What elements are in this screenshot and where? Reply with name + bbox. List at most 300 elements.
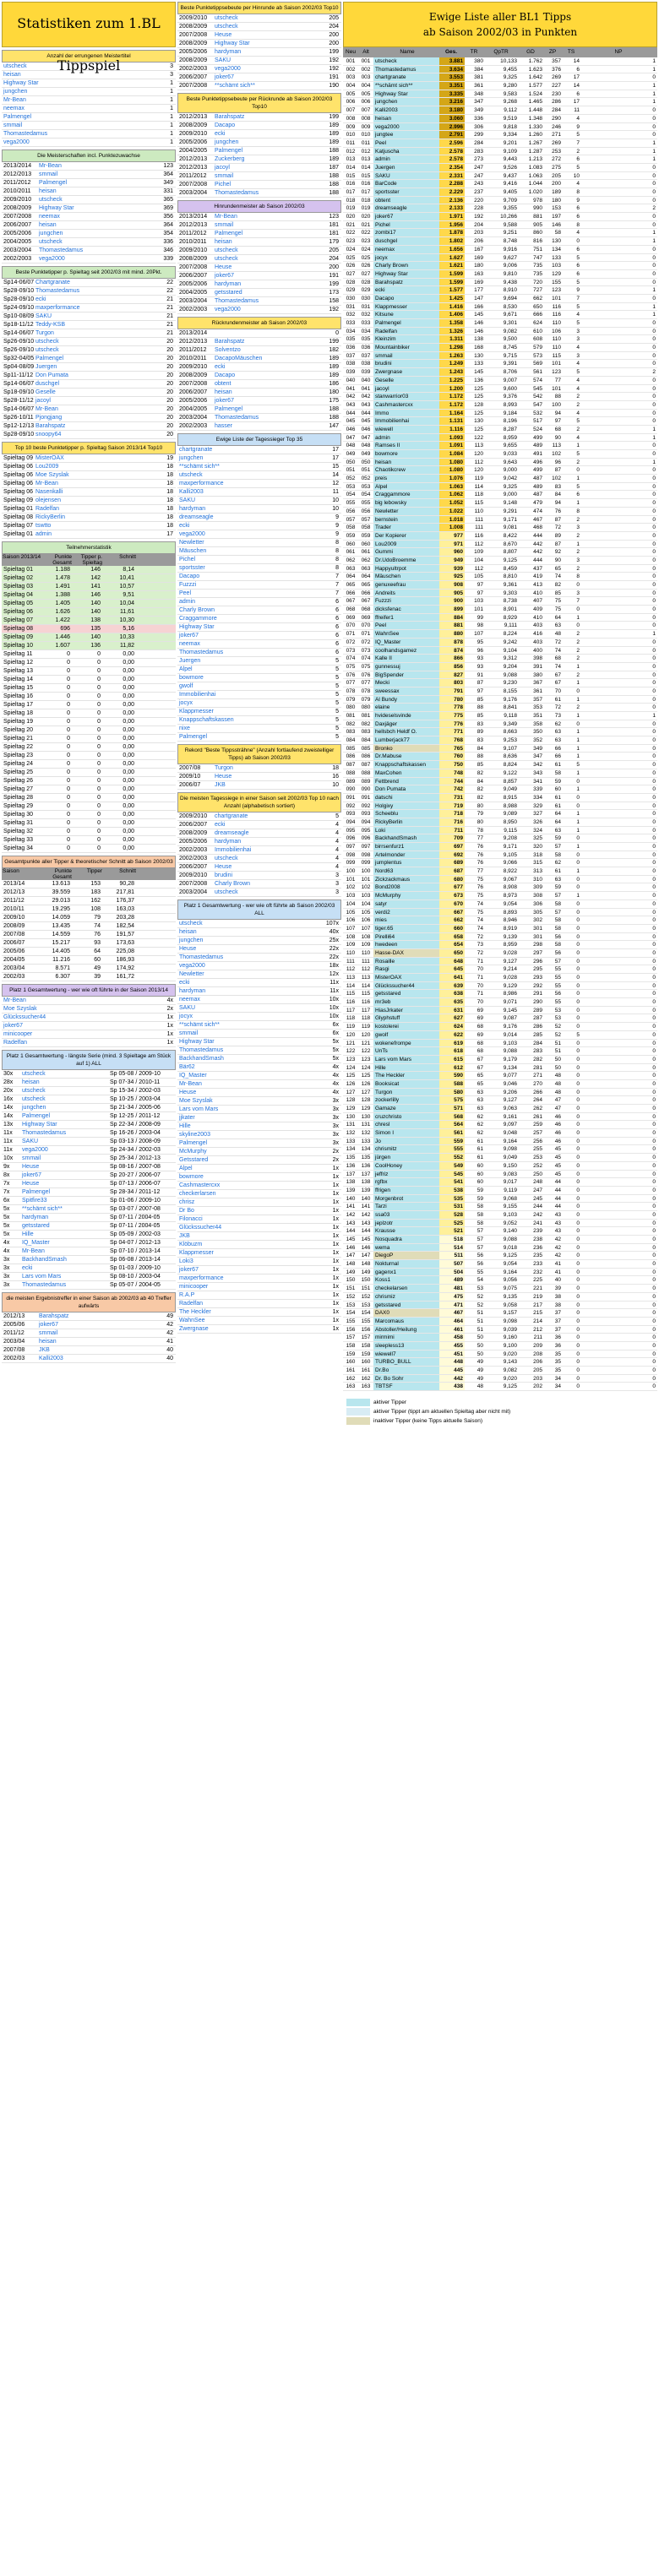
- tipper-link[interactable]: Juergen: [179, 658, 201, 664]
- tipper-link[interactable]: joker67: [373, 213, 439, 220]
- tipper-link[interactable]: Mecki: [373, 679, 439, 687]
- tipper-link[interactable]: Zuckerberg: [215, 156, 245, 162]
- tipper-link[interactable]: Highway Star: [179, 1039, 215, 1045]
- tipper-link[interactable]: Bär62: [179, 1064, 195, 1070]
- tipper-link[interactable]: Klappmesser: [179, 1250, 214, 1256]
- tipper-link[interactable]: Barahspatz: [215, 339, 245, 345]
- tipper-link[interactable]: olejensen: [35, 497, 61, 503]
- tipper-link[interactable]: MisterOAX: [373, 974, 439, 981]
- tipper-link[interactable]: hardyman: [215, 839, 242, 845]
- tipper-link[interactable]: Highway Star: [39, 205, 74, 211]
- tipper-link[interactable]: Loki3: [179, 1258, 193, 1264]
- tipper-link[interactable]: getsstared: [373, 990, 439, 997]
- tipper-link[interactable]: bowmore: [179, 675, 204, 681]
- col-header-alt[interactable]: Alt: [362, 49, 369, 55]
- tipper-link[interactable]: bowmore: [373, 450, 439, 458]
- tipper-link[interactable]: Bond2008: [373, 883, 439, 891]
- tipper-link[interactable]: BackhandSmash: [179, 1056, 224, 1062]
- col-header-qptr[interactable]: QpTR: [493, 49, 509, 55]
- tipper-link[interactable]: dreamseagle: [215, 830, 249, 836]
- tipper-link[interactable]: chartgranate: [373, 73, 439, 81]
- tipper-link[interactable]: BigSpender: [373, 671, 439, 679]
- tipper-link[interactable]: Kitsune: [373, 311, 439, 318]
- tipper-link[interactable]: McMurphy: [373, 892, 439, 899]
- tipper-link[interactable]: utscheck: [3, 63, 27, 69]
- tipper-link[interactable]: Nasenkalli: [35, 489, 63, 495]
- tipper-link[interactable]: Kalli2003: [373, 106, 439, 114]
- tipper-link[interactable]: **schämt sich**: [215, 83, 255, 89]
- tipper-link[interactable]: zockerlilly: [373, 1096, 439, 1104]
- col-header-ts[interactable]: TS: [567, 49, 575, 55]
- tipper-link[interactable]: SAKU: [215, 57, 231, 63]
- tipper-link[interactable]: Mountainbiker: [373, 344, 439, 351]
- tipper-link[interactable]: Immo: [373, 410, 439, 417]
- tipper-link[interactable]: Peel: [373, 139, 439, 147]
- tipper-link[interactable]: Mäuschen: [179, 548, 207, 554]
- tipper-link[interactable]: Geselle: [373, 377, 439, 384]
- tipper-link[interactable]: gwolf: [373, 1031, 439, 1039]
- tipper-link[interactable]: Palmengel: [35, 356, 64, 361]
- tipper-link[interactable]: checkelarsen: [373, 1285, 439, 1292]
- tipper-link[interactable]: vega2000: [3, 139, 30, 145]
- tipper-link[interactable]: Heuse: [215, 264, 232, 270]
- tipper-link[interactable]: sportsster: [373, 188, 439, 196]
- tipper-link[interactable]: Hille: [373, 1064, 439, 1072]
- tipper-link[interactable]: MaxCohen: [373, 769, 439, 777]
- tipper-link[interactable]: Kalli2003: [39, 1356, 63, 1361]
- tipper-link[interactable]: Craggammore: [373, 491, 439, 498]
- tipper-link[interactable]: cruzchristo: [373, 1113, 439, 1121]
- tipper-link[interactable]: HiasJrkater: [373, 1007, 439, 1014]
- tipper-link[interactable]: smmail: [39, 171, 58, 177]
- tipper-link[interactable]: heisan: [373, 459, 439, 466]
- tipper-link[interactable]: jungchen: [39, 231, 63, 236]
- tipper-link[interactable]: satyr: [373, 900, 439, 908]
- tipper-link[interactable]: jocyx: [373, 254, 439, 262]
- tipper-link[interactable]: utscheck: [215, 15, 238, 21]
- tipper-link[interactable]: JKB: [215, 782, 226, 788]
- tipper-link[interactable]: Immobilienhai: [215, 847, 252, 853]
- tipper-link[interactable]: smmail: [373, 352, 439, 360]
- tipper-link[interactable]: mies: [373, 916, 439, 924]
- tipper-link[interactable]: ecki: [179, 523, 190, 529]
- tipper-link[interactable]: CoolHoney: [373, 1162, 439, 1170]
- tipper-link[interactable]: utscheck: [179, 921, 203, 927]
- tipper-link[interactable]: duschgel: [35, 381, 60, 387]
- tipper-link[interactable]: utscheck: [35, 339, 59, 345]
- tipper-link[interactable]: Moe Szyslak: [179, 1098, 213, 1104]
- tipper-link[interactable]: checkerlarsen: [179, 1191, 216, 1197]
- tipper-link[interactable]: Chaotikcrew: [373, 466, 439, 474]
- tipper-link[interactable]: gagenx1: [373, 1269, 439, 1276]
- tipper-link[interactable]: Fuzzzi: [179, 582, 197, 588]
- tipper-link[interactable]: Dacapo: [373, 295, 439, 302]
- tipper-link[interactable]: sportsster: [179, 565, 205, 571]
- tipper-link[interactable]: bernstein: [373, 516, 439, 524]
- tipper-link[interactable]: Thomastedamus: [22, 1282, 67, 1288]
- tipper-link[interactable]: tswtto: [35, 523, 52, 529]
- tipper-link[interactable]: mirmimi: [373, 1334, 439, 1341]
- tipper-link[interactable]: ecki: [215, 131, 226, 137]
- tipper-link[interactable]: Simon I: [373, 1129, 439, 1137]
- tipper-link[interactable]: Kalle II: [373, 655, 439, 662]
- tipper-link[interactable]: TBTSF: [373, 1383, 439, 1390]
- tipper-link[interactable]: heisan: [39, 222, 57, 228]
- tipper-link[interactable]: Mr-Bean: [179, 1081, 202, 1087]
- tipper-link[interactable]: Fettbrend: [373, 778, 439, 785]
- tipper-link[interactable]: Lars vom Mars: [22, 1274, 62, 1280]
- tipper-link[interactable]: verdi2: [373, 909, 439, 916]
- tipper-link[interactable]: Alpel: [373, 483, 439, 491]
- tipper-link[interactable]: Der Kopierer: [373, 532, 439, 540]
- tipper-link[interactable]: Mr-Bean: [3, 997, 26, 1003]
- col-header-gd[interactable]: GD: [526, 49, 535, 55]
- tipper-link[interactable]: DAX0: [373, 1309, 439, 1317]
- tipper-link[interactable]: Thomastedamus: [215, 298, 259, 304]
- tipper-link[interactable]: jungchen: [215, 139, 239, 145]
- tipper-link[interactable]: Immobilienhai: [179, 692, 216, 698]
- tipper-link[interactable]: ecki: [215, 822, 226, 828]
- tipper-link[interactable]: Booksicat: [373, 1080, 439, 1088]
- tipper-link[interactable]: utscheck: [39, 197, 63, 203]
- tipper-link[interactable]: The Heckler: [373, 1072, 439, 1079]
- tipper-link[interactable]: Solventzo: [215, 347, 241, 353]
- tipper-link[interactable]: brudini: [215, 872, 233, 878]
- tipper-link[interactable]: joker67: [215, 74, 234, 80]
- tipper-link[interactable]: minicooper: [3, 1031, 33, 1037]
- tipper-link[interactable]: jocyx: [179, 700, 193, 706]
- tipper-link[interactable]: hwedeen: [373, 941, 439, 948]
- tipper-link[interactable]: sleepless13: [373, 1342, 439, 1350]
- tipper-link[interactable]: utscheck: [215, 247, 238, 253]
- tipper-link[interactable]: dreamseagle: [179, 514, 214, 520]
- tipper-link[interactable]: getsstared: [22, 1223, 50, 1229]
- tipper-link[interactable]: joker67: [3, 1023, 23, 1029]
- tipper-link[interactable]: heisan: [22, 1079, 40, 1085]
- tipper-link[interactable]: utscheck: [179, 472, 203, 478]
- tipper-link[interactable]: utscheck: [215, 856, 238, 861]
- tipper-link[interactable]: Turgon: [35, 330, 54, 336]
- tipper-link[interactable]: skyline2003: [179, 1132, 210, 1138]
- tipper-link[interactable]: IQ_Master: [373, 639, 439, 646]
- tipper-link[interactable]: Radelfan: [3, 1040, 28, 1046]
- tipper-link[interactable]: admin: [179, 599, 196, 605]
- tipper-link[interactable]: hvideselsvinde: [373, 712, 439, 720]
- tipper-link[interactable]: bowmore: [179, 1174, 204, 1180]
- tipper-link[interactable]: Fuzzzi: [373, 597, 439, 605]
- tipper-link[interactable]: wokenefrompe: [373, 1040, 439, 1047]
- tipper-link[interactable]: Juergen: [373, 164, 439, 171]
- tipper-link[interactable]: Krausse: [373, 1227, 439, 1235]
- tipper-link[interactable]: Cashmastercxx: [179, 1182, 221, 1188]
- tipper-link[interactable]: **schämt sich**: [179, 464, 220, 470]
- tipper-link[interactable]: maxperformance: [179, 481, 224, 486]
- tipper-link[interactable]: Heuse: [215, 774, 232, 780]
- tipper-link[interactable]: Glückssucher44: [3, 1014, 46, 1020]
- tipper-link[interactable]: hardyman: [22, 1215, 49, 1220]
- tipper-link[interactable]: BackhandSmash: [373, 834, 439, 842]
- tipper-link[interactable]: jungtee: [373, 131, 439, 139]
- tipper-link[interactable]: Newletter: [179, 971, 204, 977]
- tipper-link[interactable]: mr3eb: [373, 998, 439, 1006]
- tipper-link[interactable]: SAKU: [35, 313, 52, 319]
- tipper-link[interactable]: Pichel: [215, 182, 231, 187]
- tipper-link[interactable]: Mr-Bean: [39, 163, 62, 169]
- tipper-link[interactable]: wiewell: [373, 426, 439, 433]
- tipper-link[interactable]: sweessax: [373, 687, 439, 695]
- tipper-link[interactable]: vega2000: [215, 66, 241, 72]
- tipper-link[interactable]: Geselle: [35, 389, 56, 395]
- tipper-link[interactable]: heisan: [215, 239, 232, 245]
- tipper-link[interactable]: Dr. Bo Sohr: [373, 1375, 439, 1383]
- tipper-link[interactable]: Barahspatz: [39, 1313, 69, 1319]
- tipper-link[interactable]: Palmengel: [179, 734, 208, 740]
- tipper-link[interactable]: Moe Szyslak: [35, 472, 69, 478]
- col-header-zp[interactable]: ZP: [548, 49, 557, 55]
- tipper-link[interactable]: chrisz: [179, 1199, 195, 1205]
- tipper-link[interactable]: Palmengel: [373, 319, 439, 327]
- tipper-link[interactable]: jumplentus: [373, 859, 439, 867]
- tipper-link[interactable]: joker67: [39, 1322, 58, 1328]
- col-header-neu[interactable]: Neu: [346, 49, 356, 55]
- tipper-link[interactable]: Knappschaftskassen: [179, 717, 234, 723]
- tipper-link[interactable]: Heuse: [22, 1181, 40, 1187]
- tipper-link[interactable]: Lou2009: [373, 541, 439, 548]
- tipper-link[interactable]: WahnSee: [179, 1318, 205, 1323]
- tipper-link[interactable]: heisan: [3, 72, 21, 78]
- tipper-link[interactable]: wema: [373, 1244, 439, 1252]
- tipper-link[interactable]: smmail: [215, 222, 234, 228]
- tipper-link[interactable]: elaine: [373, 704, 439, 711]
- tipper-link[interactable]: TURBO_BULL: [373, 1358, 439, 1366]
- tipper-link[interactable]: Palmengel: [215, 231, 243, 236]
- tipper-link[interactable]: Daxjäger: [373, 720, 439, 728]
- tipper-link[interactable]: Al Bundy: [373, 696, 439, 704]
- tipper-link[interactable]: Zwergnase: [179, 1326, 209, 1332]
- tipper-link[interactable]: utscheck: [22, 1096, 46, 1102]
- tipper-link[interactable]: joker67: [215, 273, 234, 279]
- tipper-link[interactable]: JKB: [39, 1347, 50, 1353]
- tipper-link[interactable]: Highway Star: [3, 80, 39, 86]
- tipper-link[interactable]: Mr-Bean: [22, 1248, 45, 1254]
- tipper-link[interactable]: heisan: [39, 188, 57, 194]
- tipper-link[interactable]: dreamseagle: [373, 204, 439, 212]
- tipper-link[interactable]: Mr-Bean: [35, 481, 58, 486]
- tipper-link[interactable]: Pirelli64: [373, 933, 439, 941]
- tipper-link[interactable]: Highway Star: [373, 90, 439, 98]
- tipper-link[interactable]: Mr-Bean: [35, 406, 58, 412]
- tipper-link[interactable]: SAKU: [179, 497, 196, 503]
- tipper-link[interactable]: ecki: [373, 286, 439, 294]
- tipper-link[interactable]: neemax: [39, 214, 60, 220]
- tipper-link[interactable]: Gamaze: [373, 1105, 439, 1112]
- tipper-link[interactable]: Heuse: [215, 32, 232, 38]
- tipper-link[interactable]: Palmengel: [215, 148, 243, 154]
- tipper-link[interactable]: smmail: [179, 1030, 199, 1036]
- tipper-link[interactable]: Chartgranate: [35, 280, 70, 285]
- tipper-link[interactable]: MisterOAX: [35, 455, 64, 461]
- tipper-link[interactable]: jacoyl: [373, 385, 439, 393]
- tipper-link[interactable]: utscheck: [35, 347, 59, 353]
- tipper-link[interactable]: Peel: [179, 590, 192, 596]
- tipper-link[interactable]: Heuse: [179, 1090, 197, 1095]
- tipper-link[interactable]: Dr.Bo: [373, 1367, 439, 1374]
- tipper-link[interactable]: Rasgi: [373, 965, 439, 973]
- tipper-link[interactable]: Getsstared: [179, 1157, 209, 1163]
- tipper-link[interactable]: Barahspatz: [35, 423, 66, 429]
- tipper-link[interactable]: getsstared: [373, 1302, 439, 1309]
- tipper-link[interactable]: Kleinzim: [373, 335, 439, 343]
- tipper-link[interactable]: Glückssucher44: [373, 982, 439, 990]
- tipper-link[interactable]: jacoyl: [35, 398, 51, 404]
- tipper-link[interactable]: vega2000: [22, 1147, 48, 1153]
- tipper-link[interactable]: Katjuscha: [373, 148, 439, 155]
- tipper-link[interactable]: Hille: [179, 1123, 191, 1129]
- tipper-link[interactable]: nixe: [179, 726, 190, 731]
- tipper-link[interactable]: jeffriz: [373, 1171, 439, 1178]
- tipper-link[interactable]: coolhandsgamez: [373, 647, 439, 655]
- tipper-link[interactable]: Palmengel: [22, 1113, 51, 1119]
- tipper-link[interactable]: neemax: [373, 246, 439, 253]
- tipper-link[interactable]: SAKU: [22, 1139, 39, 1144]
- tipper-link[interactable]: ffreifer1: [373, 614, 439, 622]
- tipper-link[interactable]: ecki: [179, 980, 190, 986]
- tipper-link[interactable]: Zwergnase: [373, 368, 439, 376]
- tipper-link[interactable]: joker67: [179, 633, 199, 639]
- tipper-link[interactable]: Radelfan: [179, 1301, 204, 1307]
- tipper-link[interactable]: Mr-Bean: [215, 214, 237, 220]
- tipper-link[interactable]: Kalli2003: [179, 489, 204, 495]
- tipper-link[interactable]: Lars vom Mars: [373, 1056, 439, 1063]
- tipper-link[interactable]: Lumberjack77: [373, 736, 439, 744]
- tipper-link[interactable]: Pichel: [179, 557, 196, 562]
- tipper-link[interactable]: utscheck: [215, 256, 238, 262]
- tipper-link[interactable]: heisan: [179, 929, 197, 935]
- tipper-link[interactable]: hardyman: [179, 506, 206, 512]
- tipper-link[interactable]: heisan: [39, 1339, 57, 1345]
- tipper-link[interactable]: brudini: [373, 360, 439, 367]
- tipper-link[interactable]: Klappmesser: [179, 709, 214, 715]
- tipper-link[interactable]: joker67: [22, 1172, 41, 1178]
- tipper-link[interactable]: Dr.Mabuse: [373, 753, 439, 760]
- tipper-link[interactable]: big lebowsky: [373, 499, 439, 507]
- tipper-link[interactable]: Scheeblu: [373, 810, 439, 818]
- tipper-link[interactable]: **schämt sich**: [179, 1022, 220, 1028]
- tipper-link[interactable]: datschi: [373, 794, 439, 802]
- tipper-link[interactable]: genuxeefrau: [373, 581, 439, 589]
- tipper-link[interactable]: chartgranate: [215, 813, 248, 819]
- tipper-link[interactable]: Immobilienhai: [373, 417, 439, 425]
- tipper-link[interactable]: vega2000: [215, 307, 241, 312]
- tipper-link[interactable]: Mr-Bean: [3, 97, 26, 103]
- tipper-link[interactable]: [213, 329, 316, 337]
- tipper-link[interactable]: jacoyl: [215, 165, 230, 171]
- tipper-link[interactable]: Morgenbrot: [373, 1195, 439, 1203]
- tipper-link[interactable]: Alpel: [179, 1166, 193, 1171]
- tipper-link[interactable]: Highway Star: [22, 1122, 57, 1128]
- tipper-link[interactable]: Palmengel: [39, 180, 68, 186]
- tipper-link[interactable]: heisan: [215, 389, 232, 395]
- tipper-link[interactable]: Palmengel: [3, 114, 32, 120]
- tipper-link[interactable]: Tarzi: [373, 1203, 439, 1210]
- tipper-link[interactable]: Koss1: [373, 1276, 439, 1284]
- tipper-link[interactable]: ecki: [35, 296, 46, 302]
- tipper-link[interactable]: utscheck: [215, 24, 238, 30]
- tipper-link[interactable]: Marcomaus: [373, 1318, 439, 1325]
- tipper-link[interactable]: Spitfire33: [22, 1198, 47, 1204]
- tipper-link[interactable]: neemax: [3, 106, 25, 111]
- tipper-link[interactable]: rgfbx: [373, 1178, 439, 1186]
- tipper-link[interactable]: RickyBerlin: [35, 514, 66, 520]
- tipper-link[interactable]: snoopy64: [35, 432, 62, 437]
- tipper-link[interactable]: chrismiz: [373, 1293, 439, 1301]
- tipper-link[interactable]: jungchen: [373, 98, 439, 106]
- tipper-link[interactable]: smmail: [3, 122, 23, 128]
- tipper-link[interactable]: admin: [35, 531, 52, 537]
- tipper-link[interactable]: Craggammore: [179, 616, 217, 622]
- tipper-link[interactable]: Thomastedamus: [179, 1047, 224, 1053]
- tipper-link[interactable]: birrsenfurz1: [373, 843, 439, 851]
- tipper-link[interactable]: R.A.P: [179, 1292, 195, 1298]
- tipper-link[interactable]: chartgranate: [179, 447, 213, 453]
- tipper-link[interactable]: kostolerei: [373, 1023, 439, 1030]
- tipper-link[interactable]: joker67: [215, 398, 234, 404]
- tipper-link[interactable]: Lars vom Mars: [179, 1106, 219, 1112]
- tipper-link[interactable]: Dr.UdoBroemme: [373, 557, 439, 564]
- tipper-link[interactable]: Dr Bo: [179, 1208, 194, 1214]
- tipper-link[interactable]: smmail: [215, 173, 234, 179]
- tipper-link[interactable]: utscheck: [215, 889, 238, 895]
- tipper-link[interactable]: smmail: [39, 1330, 58, 1336]
- tipper-link[interactable]: Andreits: [373, 590, 439, 597]
- tipper-link[interactable]: Heuse: [215, 864, 232, 870]
- tipper-link[interactable]: Dacapo: [215, 122, 236, 128]
- tipper-link[interactable]: getsstared: [215, 290, 242, 296]
- tipper-link[interactable]: Highway Star: [179, 624, 215, 630]
- tipper-link[interactable]: Nokturnal: [373, 1260, 439, 1268]
- tipper-link[interactable]: Charly Brown: [215, 881, 251, 887]
- tipper-link[interactable]: Barahspatz: [215, 114, 245, 120]
- tipper-link[interactable]: Filonacci: [179, 1216, 203, 1222]
- tipper-link[interactable]: Turgon: [373, 1089, 439, 1096]
- tipper-link[interactable]: Charly Brown: [373, 262, 439, 269]
- tipper-link[interactable]: Hasse-DAX: [373, 949, 439, 957]
- tipper-link[interactable]: Pichel: [373, 221, 439, 229]
- tipper-link[interactable]: jeplzotr: [373, 1220, 439, 1227]
- tipper-link[interactable]: Newletter: [373, 508, 439, 515]
- tipper-link[interactable]: WahnSee: [373, 630, 439, 638]
- tipper-link[interactable]: jungchen: [3, 89, 28, 95]
- tipper-link[interactable]: Klöbuzm: [179, 1242, 203, 1247]
- tipper-link[interactable]: JKB: [179, 1233, 190, 1239]
- tipper-link[interactable]: Pjongjang: [35, 415, 63, 421]
- tipper-link[interactable]: Bronko: [373, 745, 439, 753]
- tipper-link[interactable]: maxperformance: [179, 1275, 224, 1281]
- tipper-link[interactable]: Thomastedamus: [179, 954, 224, 960]
- tipper-link[interactable]: DiegoP: [373, 1252, 439, 1259]
- tipper-link[interactable]: Palmengel: [179, 1140, 208, 1146]
- tipper-link[interactable]: smmail: [22, 1155, 41, 1161]
- tipper-link[interactable]: SAKU: [179, 1005, 196, 1011]
- tipper-link[interactable]: Thomastedamus: [215, 415, 259, 421]
- tipper-link[interactable]: SAKU: [373, 172, 439, 180]
- tipper-link[interactable]: tiger.65: [373, 925, 439, 932]
- tipper-link[interactable]: Dacapo: [215, 372, 236, 378]
- tipper-link[interactable]: vega2000: [179, 963, 205, 969]
- tipper-link[interactable]: Turgon: [215, 765, 233, 771]
- tipper-link[interactable]: Don Pumata: [35, 372, 68, 378]
- tipper-link[interactable]: jürgen: [373, 1154, 439, 1161]
